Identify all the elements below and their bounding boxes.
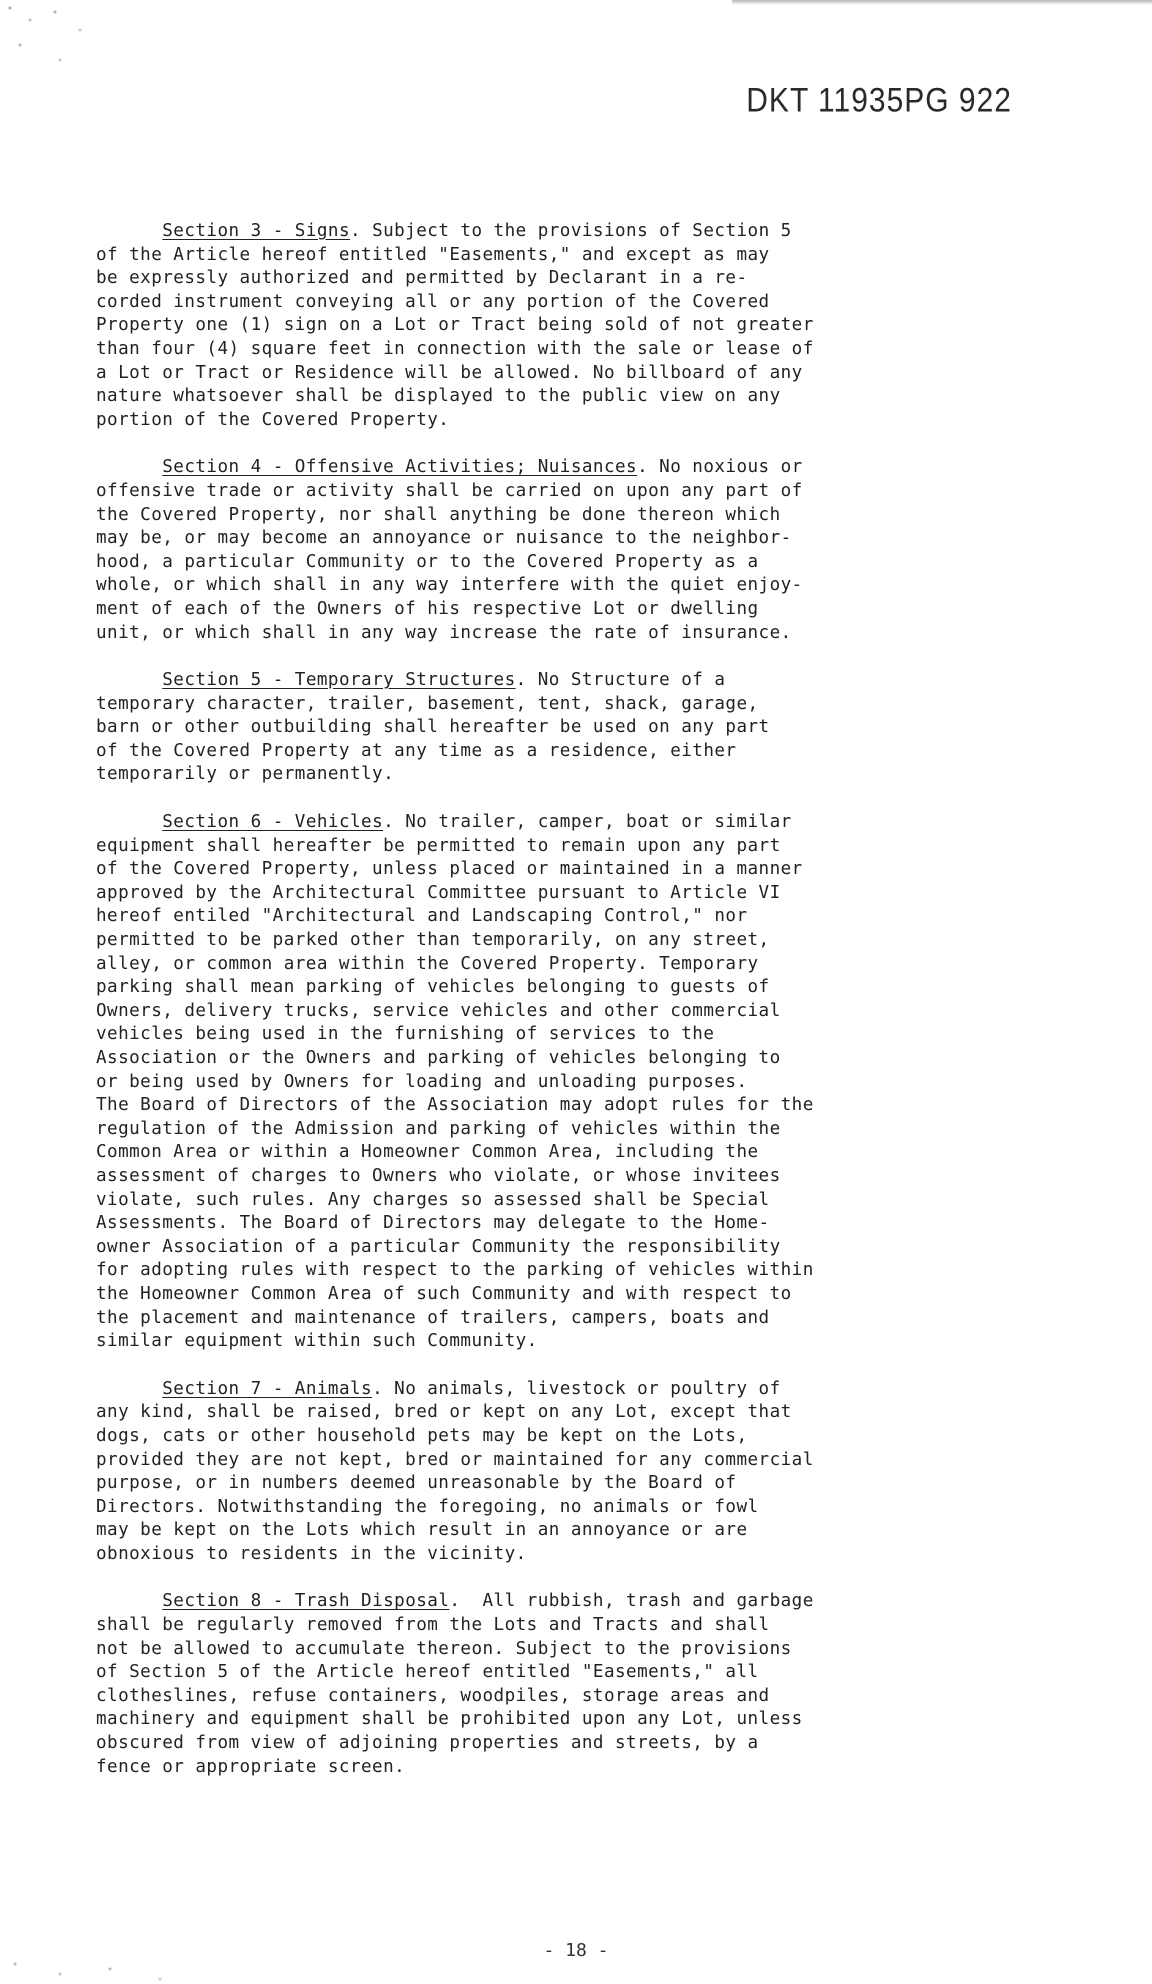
section-title: Section 8 - Trash Disposal: [162, 1591, 450, 1612]
scan-speckle-top: [0, 0, 130, 80]
section-title: Section 3 - Signs: [162, 221, 350, 241]
section-trash-disposal: [96, 1590, 1036, 1779]
section-indent: [96, 221, 162, 241]
section-title: Section 7 - Animals: [162, 1378, 373, 1399]
recording-stamp: DKT 11935PG 922: [746, 81, 1012, 120]
section-vehicles: [96, 811, 1036, 1354]
section-text: . No noxious or offensive trade or activity shall be carried on upon any part of the Covered Property, nor shall anything be done thereon which may be, or may become an annoyance or nuisance to the neighbor- hood, a particular Community or to the Covered Property as a whole, or which shall in any way interfere with the quiet enjoy- ment of each of the Owners of his respective Lot or dwelling unit, or which shall in any way increase the rate of insurance.: [96, 457, 803, 643]
scan-edge-shadow: [732, 0, 1152, 5]
section-title: Section 5 - Temporary Structures: [162, 670, 516, 691]
section-temporary-structures: [96, 669, 1036, 787]
section-text: . No trailer, camper, boat or similar equipment shall hereafter be permitted to remain upon any part of the Covered Property, unless placed or maintained in a manner approved by the Architectural Committee pursuant to Article VI hereof entiled "Architectural and Landscaping Control," nor permitted to be parked other than temporarily, on any street, alley, or common area within the Covered Property. Temporary parking shall mean parking of vehicles belonging to guests of Owners, delivery trucks, service vehicles and other commercial vehicles being used in the furnishing of services to the Association or the Owners and parking of vehicles belonging to or being used by Owners for loading and unloading purposes. The Board of Directors of the Association may adopt rules for the regulation of the Admission and parking of vehicles within the Common Area or within a Homeowner Common Area, including the assessment of charges to Owners who violate, or whose invitees violate, such rules. Any charges so assessed shall be Special Assessments. The Board of Directors may delegate to the Home- owner Association of a particular Community the responsibility for adopting rules with respect to the parking of vehicles within the Homeowner Common Area of such Community and with respect to the placement and maintenance of trailers, campers, boats and similar equipment within such Community.: [96, 812, 814, 1352]
section-indent: [96, 1379, 162, 1399]
section-title: Section 4 - Offensive Activities; Nuisances: [162, 457, 638, 478]
section-text: . Subject to the provisions of Section 5 of the Article hereof entitled "Easements," and except as may be expressly authorized and permitted by Declarant in a re- corded instrument conveying all or any portion of the Covered Property one (1) sign on a Lot or Tract being sold of not greater than four (4) square feet in connection with the sale or lease of a Lot or Tract or Residence will be allowed. No billboard of any nature whatsoever shall be displayed to the public view on any portion of the Covered Property.: [96, 221, 814, 430]
section-indent: [96, 670, 162, 690]
section-animals: [96, 1378, 1036, 1567]
section-signs: [96, 220, 1036, 432]
section-title: Section 6 - Vehicles: [162, 812, 384, 833]
page-number: - 18 -: [543, 1940, 609, 1961]
section-indent: [96, 812, 162, 832]
section-text: . No animals, livestock or poultry of any kind, shall be raised, bred or kept on any Lot, except that dogs, cats or other household pets may be kept on the Lots, provided they are not kept, bred or maintained for any commercial purpose, or in numbers deemed unreasonable by the Board of Directors. Notwithstanding the foregoing, no animals or fowl may be kept on the Lots which result in an annoyance or are obnoxious to residents in the vicinity.: [96, 1378, 814, 1564]
section-text: . All rubbish, trash and garbage shall be regularly removed from the Lots and Tracts and shall not be allowed to accumulate thereon. Subject to the provisions of Section 5 of the Article hereof entitled "Easements," all clotheslines, refuse containers, woodpiles, storage areas and machinery and equipment shall be prohibited upon any Lot, unless obscured from view of adjoining properties and streets, by a fence or appropriate screen.: [96, 1591, 814, 1777]
section-text: . No Structure of a temporary character, trailer, basement, tent, shack, garage, barn or other outbuilding shall hereafter be used on any part of the Covered Property at any time as a residence, either temporarily or permanently.: [96, 670, 770, 785]
section-indent: [96, 457, 162, 477]
section-indent: [96, 1591, 162, 1611]
document-body: [96, 220, 1036, 1803]
section-offensive-activities: [96, 456, 1036, 645]
